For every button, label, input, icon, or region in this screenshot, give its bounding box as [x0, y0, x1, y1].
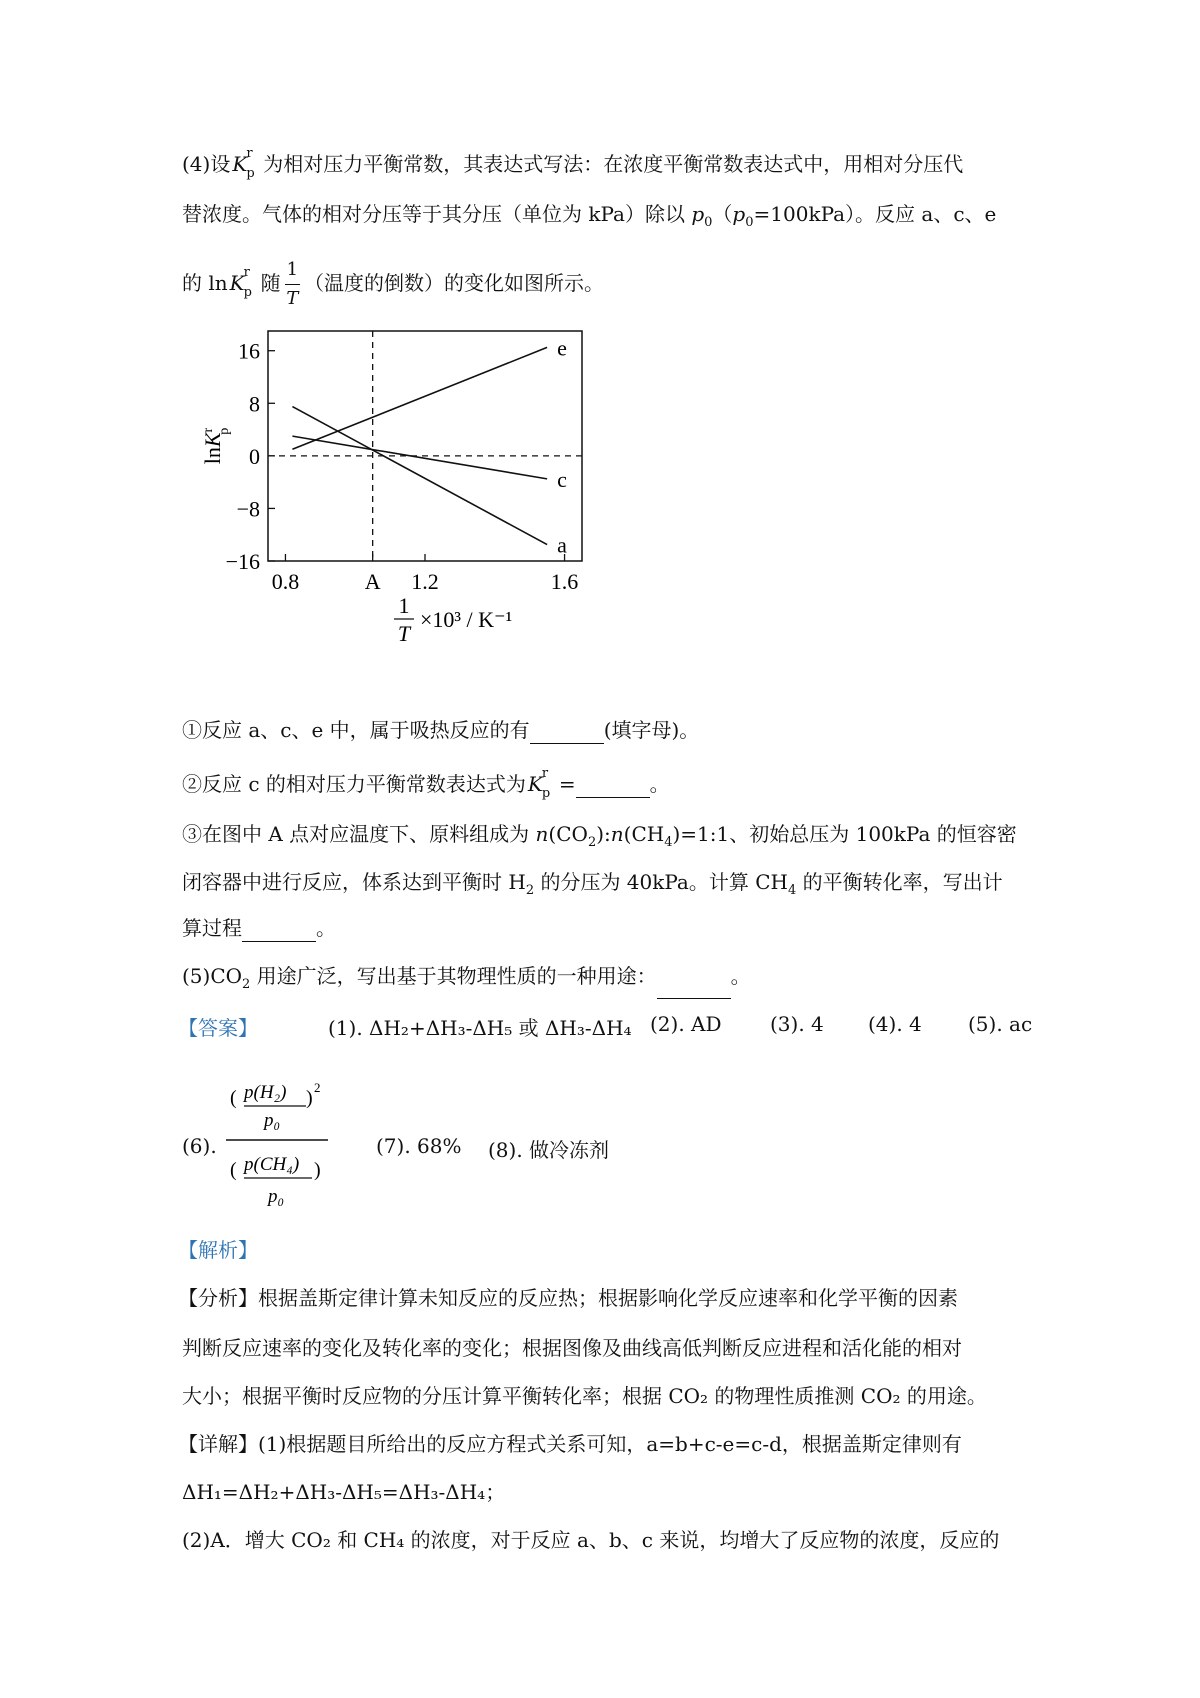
y-tick-label: 8 [249, 391, 260, 417]
question-5: $(5)CO_2$ 用途广泛，写出基于其物理性质的一种用途： 。 [182, 962, 751, 999]
answer-1: (1). ΔH₂+ΔH₃-ΔH₅ 或 ΔH₃-ΔH₄ [328, 1016, 632, 1040]
analysis-fenxi-1: 【分析】根据盖斯定律计算未知反应的反应热；根据影响化学反应速率和化学平衡的因素 [178, 1286, 958, 1310]
x-axis-label-unit: ×10³ / K⁻¹ [420, 607, 513, 632]
svg-text:p₀: p₀ [264, 1110, 281, 1131]
y-tick-label: −8 [236, 496, 260, 522]
y-tick-label: 0 [249, 443, 260, 469]
x-axis-label-denominator: T [397, 621, 411, 645]
q4-line-3: 的 ln K r p 随 $\frac{1}{T}$ （温度的倒数）的变化如图所示。 [182, 256, 604, 313]
svg-text:(: ( [230, 1159, 237, 1181]
x-tick-label: 1.6 [550, 569, 579, 594]
question-2: ②反应 c 的相对压力平衡常数表达式为 K r p = 。 [182, 766, 670, 801]
answer-7: (7). 68% [376, 1134, 462, 1158]
svg-text:): ) [306, 1087, 313, 1109]
answer-8: (8). 做冷冻剂 [488, 1138, 610, 1162]
answer-label: 【答案】 [178, 1016, 258, 1040]
svg-text:2: 2 [314, 1080, 321, 1095]
answer-blank[interactable] [242, 923, 316, 942]
series-label-e: e [557, 335, 567, 361]
series-label-c: c [557, 466, 567, 492]
answer-3: (3). 4 [770, 1012, 824, 1036]
answer-6-label: (6). [182, 1134, 217, 1158]
answer-blank[interactable] [576, 779, 650, 798]
inverse-temperature-fraction: $\frac{1}{T}$ [285, 256, 300, 313]
question-3-line-1: ③在图中 A 点对应温度下、原料组成为 $n(CO_2):n(CH_4)=1:1$、初始总压为 100kPa 的恒容密 [182, 822, 1017, 850]
answer-4: (4). 4 [868, 1012, 922, 1036]
kp-symbol: K r p [232, 146, 255, 181]
question-3-line-2: 闭容器中进行反应，体系达到平衡时 $H_2$ 的分压为 40kPa。计算 $CH_4$ 的平衡转化率，写出计 [182, 870, 1003, 898]
plot-frame [268, 331, 582, 561]
svg-text:): ) [314, 1159, 321, 1181]
frac-denominator-top: p(CH₄) [244, 1154, 300, 1175]
question-3-line-3: 算过程 。 [182, 916, 336, 940]
series-line-e [292, 347, 547, 449]
analysis-xiangjie-2: ΔH₁=ΔH₂+ΔH₃-ΔH₅=ΔH₃-ΔH₄； [182, 1480, 506, 1504]
kp-expression-fraction [222, 1070, 342, 1220]
svg-text:p₀: p₀ [268, 1186, 285, 1207]
y-tick-label: −16 [225, 549, 260, 574]
lnkp-vs-inverse-temperature-chart [190, 325, 590, 645]
analysis-fenxi-3: 大小；根据平衡时反应物的分压计算平衡转化率；根据 CO₂ 的物理性质推测 CO₂ 的用途。 [182, 1384, 987, 1408]
x-tick-label: A [364, 569, 381, 594]
y-tick-label: 16 [238, 338, 260, 364]
q4-line-1: (4)设 K r p 为相对压力平衡常数，其表达式写法：在浓度平衡常数表达式中，用相对分压代 [182, 146, 964, 181]
series-line-a [292, 407, 547, 545]
answer-blank[interactable] [657, 980, 731, 999]
series-label-a: a [557, 532, 567, 558]
svg-text:(: ( [230, 1087, 237, 1109]
y-axis-label: lnK$^r$p [200, 427, 232, 465]
answer-2: (2). AD [650, 1012, 722, 1036]
analysis-label: 【解析】 [178, 1238, 258, 1262]
analysis-xiangjie-1: 【详解】(1)根据题目所给出的反应方程式关系可知，a=b+c-e=c-d，根据盖斯定律则有 [178, 1432, 962, 1456]
q4-line-2: 替浓度。气体的相对分压等于其分压（单位为 kPa）除以 $p_0(p_0=100kPa)$。反应 a、c、e [182, 202, 997, 230]
x-tick-label: 1.2 [411, 569, 439, 594]
analysis-xiangjie-3: (2)A．增大 CO₂ 和 CH₄ 的浓度，对于反应 a、b、c 来说，均增大了反应物的浓度，反应的 [182, 1528, 1000, 1552]
analysis-fenxi-2: 判断反应速率的变化及转化率的变化；根据图像及曲线高低判断反应进程和活化能的相对 [182, 1336, 962, 1360]
series-line-c [292, 436, 547, 479]
frac-numerator-top: p(H₂) [244, 1082, 287, 1103]
x-axis-label-numerator: 1 [398, 593, 410, 618]
x-tick-label: 0.8 [271, 569, 300, 594]
kp-symbol: K r p [527, 766, 551, 801]
kp-symbol: K r p [229, 265, 252, 300]
question-1: ①反应 a、c、e 中，属于吸热反应的有 (填字母)。 [182, 718, 700, 742]
answer-blank[interactable] [530, 725, 604, 744]
answer-5: (5). ac [968, 1012, 1033, 1036]
